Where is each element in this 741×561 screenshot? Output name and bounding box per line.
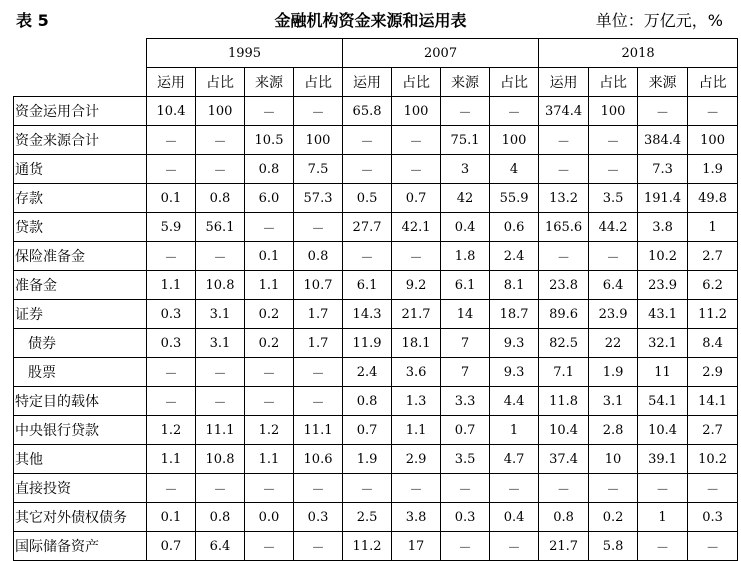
table-cell: － (196, 474, 245, 503)
row-label: 资金运用合计 (14, 97, 147, 126)
table-cell: 2.4 (343, 358, 392, 387)
table-cell: 0.1 (245, 242, 294, 271)
table-row (14, 97, 738, 126)
table-row (14, 387, 738, 416)
row-label: 特定目的载体 (14, 387, 147, 416)
table-cell: 7 (441, 358, 490, 387)
subheader-row (14, 68, 738, 97)
table-cell: 6.4 (196, 532, 245, 561)
row-label: 中央银行贷款 (14, 416, 147, 445)
table-cell: － (245, 213, 294, 242)
table-cell: 1.7 (294, 329, 343, 358)
table-cell: － (147, 474, 196, 503)
table-row (14, 213, 738, 242)
table-cell: 4.4 (490, 387, 539, 416)
table-cell: 100 (196, 97, 245, 126)
table-cell: 5.8 (589, 532, 638, 561)
table-cell: 384.4 (638, 126, 688, 155)
table-cell: － (196, 242, 245, 271)
table-cell: － (688, 474, 738, 503)
table-cell: 75.1 (441, 126, 490, 155)
table-cell: 1.2 (147, 416, 196, 445)
table-cell: － (392, 474, 441, 503)
table-row (14, 242, 738, 271)
row-label: 国际储备资产 (14, 532, 147, 561)
row-label: 直接投资 (14, 474, 147, 503)
table-cell: － (490, 532, 539, 561)
table-cell: 7.5 (294, 155, 343, 184)
table-cell: 55.9 (490, 184, 539, 213)
table-cell: － (688, 532, 738, 561)
table-cell: 49.8 (688, 184, 738, 213)
table-cell: 57.3 (294, 184, 343, 213)
funds-table (13, 38, 738, 561)
table-cell: 8.4 (688, 329, 738, 358)
table-cell: 14.3 (343, 300, 392, 329)
table-cell: 0.8 (343, 387, 392, 416)
table-body (14, 97, 738, 561)
row-label: 其它对外债权债务 (14, 503, 147, 532)
table-cell: 27.7 (343, 213, 392, 242)
table-cell: 4.7 (490, 445, 539, 474)
table-cell: 21.7 (539, 532, 589, 561)
table-cell: 23.9 (589, 300, 638, 329)
table-cell: － (539, 474, 589, 503)
table-cell: 100 (392, 97, 441, 126)
table-cell: 10.5 (245, 126, 294, 155)
table-cell: 0.3 (688, 503, 738, 532)
table-cell: 1.9 (589, 358, 638, 387)
table-cell: 8.1 (490, 271, 539, 300)
table-cell: 7.3 (638, 155, 688, 184)
table-cell: 10.4 (638, 416, 688, 445)
table-cell: 39.1 (638, 445, 688, 474)
table-cell: 0.7 (343, 416, 392, 445)
row-label: 债券 (14, 329, 147, 358)
table-cell: 2.7 (688, 416, 738, 445)
unit-label: 单位：万亿元，% (595, 11, 723, 30)
table-cell: 2.5 (343, 503, 392, 532)
table-cell: 82.5 (539, 329, 589, 358)
row-label: 其他 (14, 445, 147, 474)
table-cell: 3.6 (392, 358, 441, 387)
table-row (14, 445, 738, 474)
table-cell: 1.1 (245, 271, 294, 300)
table-cell: － (441, 474, 490, 503)
table-cell: － (343, 155, 392, 184)
table-title: 金融机构资金来源和运用表 (274, 11, 467, 30)
table-cell: 1.3 (392, 387, 441, 416)
table-cell: 165.6 (539, 213, 589, 242)
table-cell: 0.2 (245, 329, 294, 358)
table-cell: 191.4 (638, 184, 688, 213)
table-cell: 7.1 (539, 358, 589, 387)
table-cell: － (589, 474, 638, 503)
table-cell: 100 (294, 126, 343, 155)
table-cell: 3.8 (392, 503, 441, 532)
table-cell: － (589, 155, 638, 184)
column-subheader: 占比 (589, 68, 638, 97)
table-cell: 1.1 (392, 416, 441, 445)
row-label: 证券 (14, 300, 147, 329)
table-cell: 0.0 (245, 503, 294, 532)
table-cell: － (589, 242, 638, 271)
table-cell: 0.3 (147, 300, 196, 329)
table-cell: － (245, 532, 294, 561)
table-cell: － (392, 155, 441, 184)
row-label: 准备金 (14, 271, 147, 300)
table-cell: － (245, 358, 294, 387)
column-subheader: 占比 (392, 68, 441, 97)
corner-cell (14, 68, 147, 97)
table-cell: 44.2 (589, 213, 638, 242)
table-cell: 11.1 (196, 416, 245, 445)
table-number: 表 5 (16, 11, 49, 30)
table-cell: － (343, 242, 392, 271)
table-cell: 0.7 (147, 532, 196, 561)
table-cell: 10 (589, 445, 638, 474)
table-row (14, 416, 738, 445)
table-cell: － (147, 155, 196, 184)
table-cell: 1 (688, 213, 738, 242)
table-cell: － (147, 126, 196, 155)
table-row (14, 532, 738, 561)
column-subheader: 来源 (441, 68, 490, 97)
year-header-row (14, 39, 738, 68)
table-cell: － (490, 97, 539, 126)
row-label: 通货 (14, 155, 147, 184)
table-cell: 3.1 (589, 387, 638, 416)
table-cell: 3.8 (638, 213, 688, 242)
table-cell: 10.4 (539, 416, 589, 445)
table-cell: 42.1 (392, 213, 441, 242)
table-cell: 6.0 (245, 184, 294, 213)
table-cell: 0.8 (245, 155, 294, 184)
table-cell: 0.1 (147, 503, 196, 532)
table-cell: 13.2 (539, 184, 589, 213)
table-cell: － (196, 155, 245, 184)
table-cell: 10.7 (294, 271, 343, 300)
table-row (14, 358, 738, 387)
table-cell: 3.5 (589, 184, 638, 213)
row-label: 贷款 (14, 213, 147, 242)
table-row (14, 329, 738, 358)
table-cell: 3.3 (441, 387, 490, 416)
table-cell: 0.1 (147, 184, 196, 213)
table-row (14, 474, 738, 503)
table-row (14, 184, 738, 213)
table-row (14, 503, 738, 532)
table-cell: 3.1 (196, 329, 245, 358)
table-cell: 17 (392, 532, 441, 561)
table-cell: 0.2 (245, 300, 294, 329)
table-cell: 37.4 (539, 445, 589, 474)
table-cell: － (245, 387, 294, 416)
table-cell: 89.6 (539, 300, 589, 329)
table-cell: 18.7 (490, 300, 539, 329)
column-subheader: 占比 (294, 68, 343, 97)
table-cell: 56.1 (196, 213, 245, 242)
table-cell: 374.4 (539, 97, 589, 126)
table-cell: 11.2 (343, 532, 392, 561)
table-cell: － (441, 532, 490, 561)
table-cell: － (245, 474, 294, 503)
table-cell: 23.9 (638, 271, 688, 300)
table-row (14, 155, 738, 184)
table-cell: 1.9 (688, 155, 738, 184)
column-subheader: 运用 (147, 68, 196, 97)
table-cell: 11.9 (343, 329, 392, 358)
table-cell: 1.1 (147, 445, 196, 474)
table-cell: 9.2 (392, 271, 441, 300)
table-cell: － (392, 126, 441, 155)
year-header: 1995 (147, 39, 343, 68)
table-cell: 0.5 (343, 184, 392, 213)
table-cell: 2.9 (688, 358, 738, 387)
table-cell: － (392, 242, 441, 271)
table-cell: － (294, 387, 343, 416)
row-label: 保险准备金 (14, 242, 147, 271)
table-cell: 7 (441, 329, 490, 358)
table-cell: 1.1 (245, 445, 294, 474)
table-cell: 18.1 (392, 329, 441, 358)
table-row (14, 300, 738, 329)
table-cell: 10.8 (196, 445, 245, 474)
table-cell: 1.9 (343, 445, 392, 474)
table-cell: 10.4 (147, 97, 196, 126)
table-cell: 21.7 (392, 300, 441, 329)
table-cell: 4 (490, 155, 539, 184)
table-cell: － (147, 242, 196, 271)
table-cell: 14.1 (688, 387, 738, 416)
row-label: 资金来源合计 (14, 126, 147, 155)
table-cell: 0.7 (392, 184, 441, 213)
row-label: 存款 (14, 184, 147, 213)
table-cell: 100 (688, 126, 738, 155)
table-cell: 1.1 (147, 271, 196, 300)
table-cell: 2.9 (392, 445, 441, 474)
table-cell: 1.7 (294, 300, 343, 329)
table-cell: － (539, 242, 589, 271)
table-cell: 0.8 (294, 242, 343, 271)
table-row (14, 126, 738, 155)
table-cell: 11.2 (688, 300, 738, 329)
column-subheader: 来源 (638, 68, 688, 97)
table-cell: － (196, 387, 245, 416)
table-cell: － (539, 155, 589, 184)
table-cell: 10.8 (196, 271, 245, 300)
column-subheader: 来源 (245, 68, 294, 97)
table-cell: － (294, 213, 343, 242)
table-cell: 0.8 (196, 503, 245, 532)
table-cell: 0.7 (441, 416, 490, 445)
corner-cell (14, 39, 147, 68)
table-cell: － (147, 358, 196, 387)
table-cell: － (245, 97, 294, 126)
table-cell: 43.1 (638, 300, 688, 329)
table-cell: － (638, 474, 688, 503)
table-cell: 65.8 (343, 97, 392, 126)
table-cell: － (343, 474, 392, 503)
table-cell: － (196, 358, 245, 387)
table-cell: － (343, 126, 392, 155)
table-cell: 10.2 (688, 445, 738, 474)
table-cell: 14 (441, 300, 490, 329)
table-cell: － (441, 97, 490, 126)
table-cell: 0.2 (589, 503, 638, 532)
table-cell: 100 (490, 126, 539, 155)
table-cell: 0.8 (539, 503, 589, 532)
table-cell: 100 (589, 97, 638, 126)
table-cell: － (638, 97, 688, 126)
table-cell: 9.3 (490, 358, 539, 387)
table-cell: － (539, 126, 589, 155)
table-cell: － (490, 474, 539, 503)
year-header: 2018 (539, 39, 738, 68)
table-cell: 11.1 (294, 416, 343, 445)
column-subheader: 运用 (343, 68, 392, 97)
table-cell: 1.2 (245, 416, 294, 445)
table-cell: 3 (441, 155, 490, 184)
table-cell: 1 (638, 503, 688, 532)
column-subheader: 占比 (688, 68, 738, 97)
table-cell: 10.6 (294, 445, 343, 474)
table-cell: 0.3 (441, 503, 490, 532)
row-label: 股票 (14, 358, 147, 387)
table-cell: 11 (638, 358, 688, 387)
table-cell: 10.2 (638, 242, 688, 271)
table-row (14, 271, 738, 300)
table-cell: － (294, 474, 343, 503)
table-cell: 9.3 (490, 329, 539, 358)
table-cell: 2.7 (688, 242, 738, 271)
table-cell: － (638, 532, 688, 561)
table-cell: － (688, 97, 738, 126)
table-cell: 23.8 (539, 271, 589, 300)
table-cell: 32.1 (638, 329, 688, 358)
table-cell: 42 (441, 184, 490, 213)
year-header: 2007 (343, 39, 539, 68)
table-cell: 0.3 (147, 329, 196, 358)
table-cell: 22 (589, 329, 638, 358)
table-cell: 54.1 (638, 387, 688, 416)
column-subheader: 占比 (490, 68, 539, 97)
column-subheader: 占比 (196, 68, 245, 97)
table-cell: 6.1 (441, 271, 490, 300)
table-cell: 0.3 (294, 503, 343, 532)
table-cell: 6.1 (343, 271, 392, 300)
table-cell: 6.4 (589, 271, 638, 300)
column-subheader: 运用 (539, 68, 589, 97)
table-cell: 3.5 (441, 445, 490, 474)
table-cell: 11.8 (539, 387, 589, 416)
table-cell: 3.1 (196, 300, 245, 329)
table-cell: － (589, 126, 638, 155)
table-cell: － (147, 387, 196, 416)
table-cell: 0.4 (441, 213, 490, 242)
table-cell: － (294, 358, 343, 387)
table-cell: － (294, 97, 343, 126)
table-cell: － (196, 126, 245, 155)
table-cell: 1 (490, 416, 539, 445)
table-cell: 2.8 (589, 416, 638, 445)
table-cell: 1.8 (441, 242, 490, 271)
table-cell: 0.4 (490, 503, 539, 532)
table-cell: 5.9 (147, 213, 196, 242)
table-cell: 2.4 (490, 242, 539, 271)
table-cell: 0.8 (196, 184, 245, 213)
table-cell: 6.2 (688, 271, 738, 300)
table-cell: 0.6 (490, 213, 539, 242)
table-cell: － (294, 532, 343, 561)
